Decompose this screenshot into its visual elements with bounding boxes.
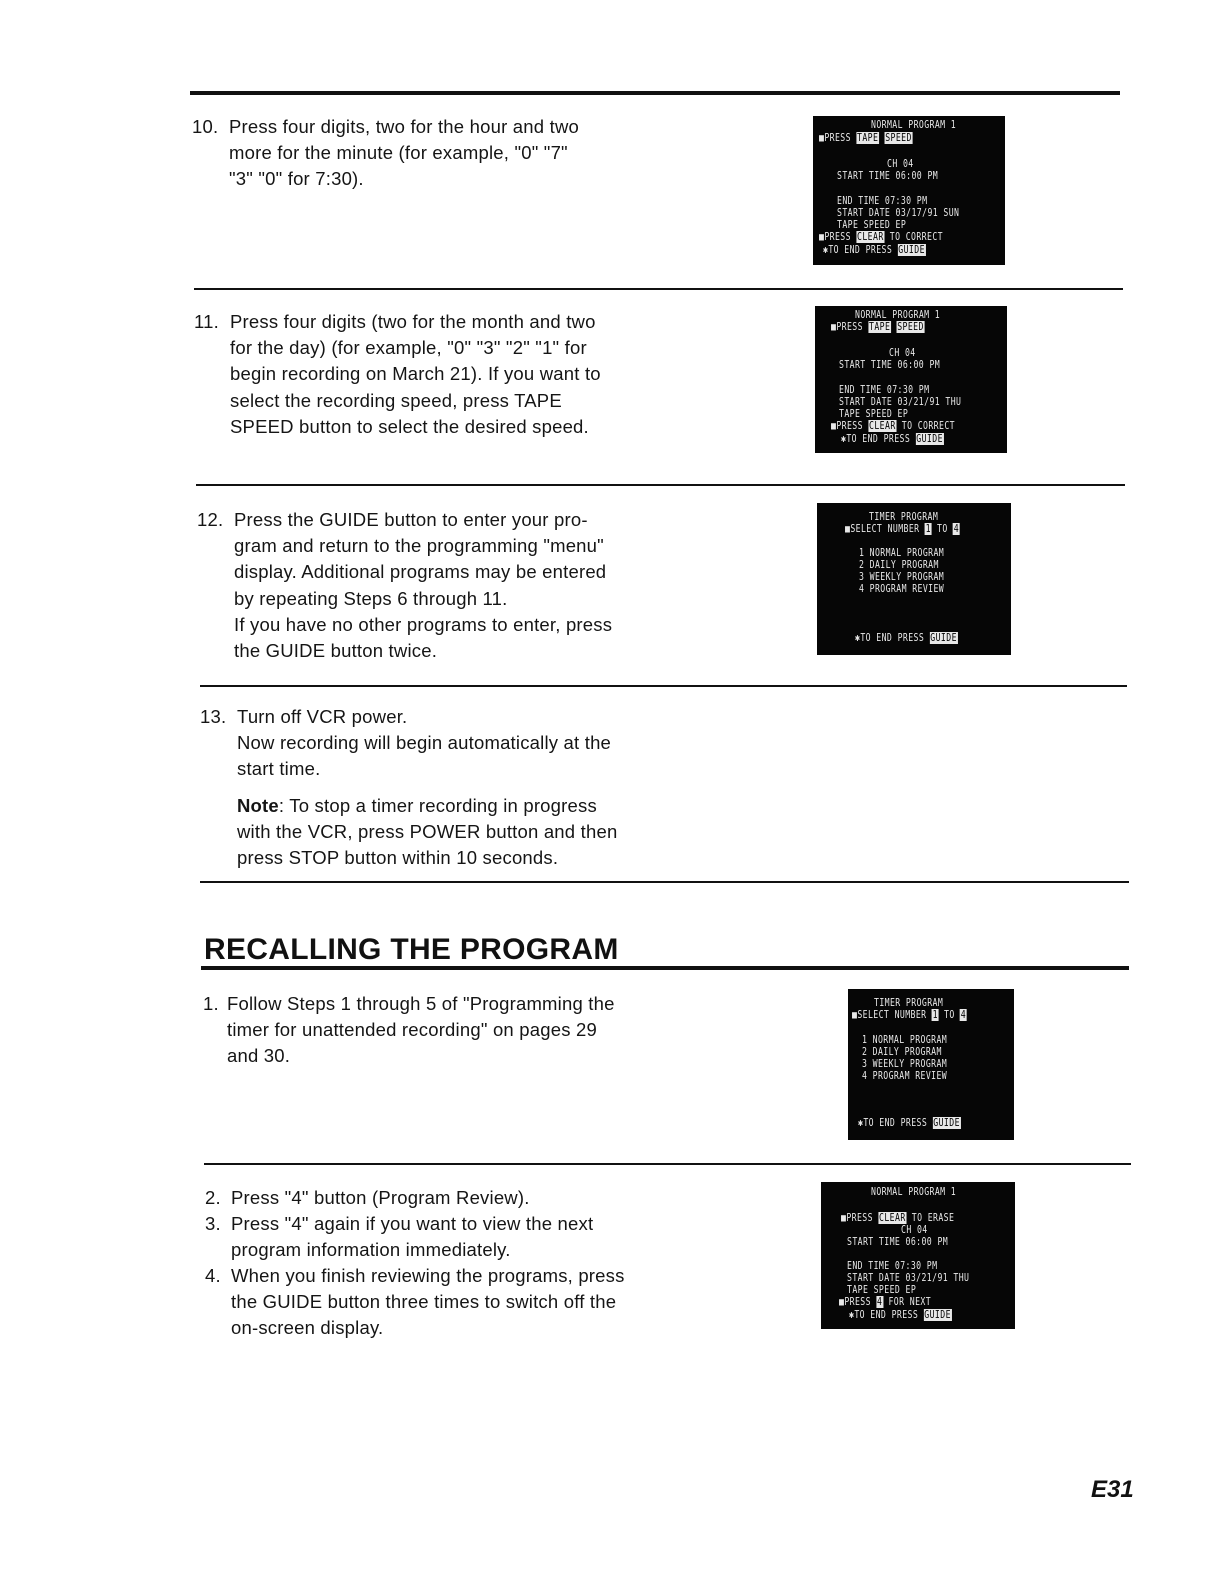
osd-menu-item: 4 PROGRAM REVIEW (862, 1070, 948, 1082)
osd-end-line: ✱TO END PRESS GUIDE (849, 1309, 951, 1321)
osd-start-time: START TIME 06:00 PM (847, 1236, 949, 1248)
osd-tape-speed: TAPE SPEED EP (847, 1284, 917, 1296)
osd-end-line: ✱TO END PRESS GUIDE (855, 632, 957, 644)
guide-key: GUIDE (933, 1117, 960, 1129)
step-text-line: Now recording will begin automatically at the (237, 732, 612, 754)
osd-start-time: START TIME 06:00 PM (839, 359, 941, 371)
select-from-key: 1 (925, 523, 931, 535)
next-key: 4 (877, 1296, 883, 1308)
step-text-line: Press "4" again if you want to view the next (231, 1213, 594, 1234)
step-text-line: timer for unattended recording" on pages 29 (227, 1019, 597, 1041)
step-text-line: for the day) (for example, "0" "3" "2" "1" for (230, 337, 587, 359)
note-text-line: press STOP button within 10 seconds. (237, 846, 559, 868)
osd-menu-item: 3 WEEKLY PROGRAM (862, 1058, 948, 1070)
osd-press-line: ■PRESS TAPE SPEED (819, 132, 912, 144)
step-text-line: on-screen display. (231, 1317, 384, 1339)
step-text-line: Press "4" button (Program Review). (231, 1187, 530, 1208)
osd-end-time: END TIME 07:30 PM (847, 1260, 938, 1272)
guide-key: GUIDE (924, 1309, 951, 1321)
step-text-line: display. Additional programs may be entered (234, 561, 607, 583)
osd-menu-item: 2 DAILY PROGRAM (862, 1046, 942, 1058)
tape-key: TAPE (857, 132, 879, 144)
step-text-line: Follow Steps 1 through 5 of "Programming the (227, 993, 615, 1014)
osd-end-time: END TIME 07:30 PM (839, 384, 930, 396)
step-text-line: Press the GUIDE button to enter your pro- (234, 509, 588, 530)
osd-screen-normal-program (813, 116, 1005, 265)
osd-menu-item: 2 DAILY PROGRAM (859, 559, 939, 571)
select-to-key: 4 (960, 1009, 967, 1021)
osd-screen-normal-program (815, 306, 1007, 453)
divider-rule (200, 881, 1129, 883)
step-text-line: the GUIDE button twice. (234, 639, 438, 661)
step-number: 10. (192, 116, 219, 137)
step-number: 11. (194, 311, 219, 332)
osd-menu-item: 4 PROGRAM REVIEW (859, 583, 945, 595)
note-line (237, 793, 617, 819)
osd-start-date: START DATE 03/21/91 THU (847, 1272, 970, 1284)
osd-clear-line: ■PRESS CLEAR TO CORRECT (819, 231, 943, 243)
osd-channel: CH 04 (889, 347, 916, 359)
clear-key: CLEAR (869, 420, 896, 432)
osd-title: TIMER PROGRAM (874, 997, 944, 1009)
osd-title: NORMAL PROGRAM 1 (855, 309, 941, 321)
note-text: : To stop a timer recording in progress (278, 794, 597, 816)
osd-end-line: ✱TO END PRESS GUIDE (858, 1117, 960, 1129)
osd-menu-item: 1 NORMAL PROGRAM (862, 1034, 948, 1046)
speed-key: SPEED (897, 321, 924, 333)
clear-key: CLEAR (879, 1212, 906, 1224)
select-from-key: 1 (932, 1009, 938, 1021)
top-thick-rule (190, 91, 1120, 95)
page-number: E31 (1091, 1476, 1134, 1503)
osd-erase-line: ■PRESS CLEAR TO ERASE (841, 1212, 955, 1224)
step-text-line: SPEED button to select the desired speed. (230, 415, 589, 437)
osd-title: NORMAL PROGRAM 1 (871, 119, 957, 131)
osd-select-line: ■SELECT NUMBER 1 TO 4 (845, 523, 960, 535)
osd-channel: CH 04 (901, 1224, 928, 1236)
step-text-line: by repeating Steps 6 through 11. (234, 587, 508, 609)
section-title: RECALLING THE PROGRAM (204, 933, 619, 966)
tape-key: TAPE (869, 321, 891, 333)
osd-screen-timer-program (848, 989, 1014, 1140)
divider-rule (194, 288, 1123, 290)
osd-tape-speed: TAPE SPEED EP (837, 219, 907, 231)
osd-end-time: END TIME 07:30 PM (837, 195, 928, 207)
step-text-line: start time. (237, 758, 321, 780)
step-text-line: program information immediately. (231, 1239, 511, 1261)
guide-key: GUIDE (916, 433, 943, 445)
step-number: 4. (205, 1265, 221, 1286)
osd-press-line: ■PRESS TAPE SPEED (831, 321, 924, 333)
step-text-line: If you have no other programs to enter, press (234, 613, 613, 635)
step-text-line: Press four digits, two for the hour and two (229, 116, 579, 137)
step-text-line: Press four digits (two for the month and two (230, 311, 596, 332)
step-number: 12. (197, 509, 224, 530)
divider-rule (204, 1163, 1131, 1165)
speed-key: SPEED (885, 132, 912, 144)
osd-title: NORMAL PROGRAM 1 (871, 1186, 957, 1198)
osd-start-date: START DATE 03/17/91 SUN (837, 207, 960, 219)
osd-screen-timer-program (817, 503, 1011, 655)
step-text-line: and 30. (227, 1045, 291, 1067)
osd-end-line: ✱TO END PRESS GUIDE (841, 433, 943, 445)
note-label: Note (237, 794, 279, 816)
step-text-line: When you finish reviewing the programs, press (231, 1265, 625, 1286)
step-text-line: more for the minute (for example, "0" "7" (229, 142, 568, 164)
osd-start-time: START TIME 06:00 PM (837, 170, 939, 182)
step-number: 3. (205, 1213, 221, 1234)
guide-key: GUIDE (930, 632, 957, 644)
osd-tape-speed: TAPE SPEED EP (839, 408, 909, 420)
osd-clear-line: ■PRESS CLEAR TO CORRECT (831, 420, 955, 432)
divider-rule (200, 685, 1127, 687)
osd-title: TIMER PROGRAM (869, 511, 939, 523)
select-to-key: 4 (953, 523, 960, 535)
osd-start-date: START DATE 03/21/91 THU (839, 396, 962, 408)
osd-end-line: ✱TO END PRESS GUIDE (823, 244, 925, 256)
step-text-line: begin recording on March 21). If you want to (230, 363, 601, 385)
osd-channel: CH 04 (887, 158, 914, 170)
osd-screen-program-review (821, 1182, 1015, 1329)
step-text-line: gram and return to the programming "menu" (234, 535, 604, 557)
osd-menu-item: 1 NORMAL PROGRAM (859, 547, 945, 559)
osd-next-line: ■PRESS 4 FOR NEXT (839, 1296, 932, 1308)
clear-key: CLEAR (857, 231, 884, 243)
step-text-line: the GUIDE button three times to switch off the (231, 1291, 617, 1313)
step-text-line: "3" "0" for 7:30). (229, 168, 364, 190)
step-text-line: select the recording speed, press TAPE (230, 389, 562, 411)
note-text-line: with the VCR, press POWER button and then (237, 820, 618, 842)
step-number: 13. (200, 706, 227, 727)
osd-menu-item: 3 WEEKLY PROGRAM (859, 571, 945, 583)
osd-select-line: ■SELECT NUMBER 1 TO 4 (852, 1009, 967, 1021)
step-number: 1. (203, 993, 219, 1014)
divider-rule (196, 484, 1125, 486)
guide-key: GUIDE (898, 244, 925, 256)
step-number: 2. (205, 1187, 221, 1208)
step-text-line: Turn off VCR power. (237, 706, 408, 727)
